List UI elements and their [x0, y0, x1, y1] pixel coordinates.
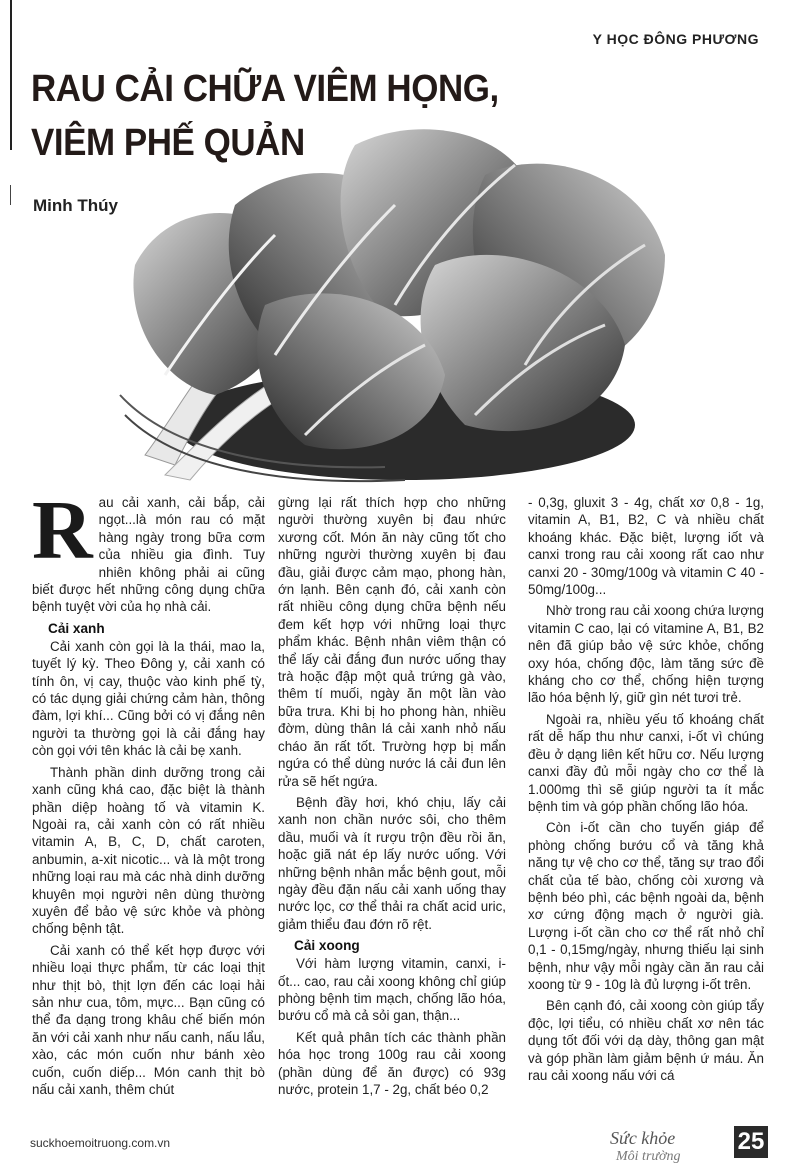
- paragraph: Nhờ trong rau cải xoong chứa lượng vitamin C cao, lại có vitamine A, B1, B2 nên đã giúp bảo vệ sức khỏe, chống oxy hóa, chống độc, làm tăng sức đề kháng cho cơ thể, chống hiện tượng lão hóa bệnh lý, giữ gìn nét tươi trẻ.: [528, 603, 764, 706]
- article-title: [31, 62, 546, 170]
- paragraph: Thành phần dinh dưỡng trong cải xanh cũng khá cao, đặc biệt là thành phần diệp hoàng tố và vitamin K. Ngoài ra, cải xanh còn có rất nhiều vitamin A, B, C, D, chất caroten, anbumin, a-xit nicotic... và là một trong những loại rau mà các nhà dinh dưỡng khuyên mọi người nên dùng thường xuyên để bảo vệ sức khỏe và phòng chống bệnh tật.: [32, 764, 265, 937]
- author-byline: Minh Thúy: [33, 196, 118, 215]
- subheading-cai-xoong: Cải xoong: [294, 938, 360, 954]
- text-column-2: [278, 494, 506, 1102]
- paragraph: Cải xanh có thể kết hợp được với nhiều loại thực phẩm, từ các loại thịt như thịt bò, thịt lợn đến các loại hải sản như cua, tôm, mực... Bạn cũng có thể đa dạng trong khâu chế biến món ăn với cải xanh như nấu canh, nấu lẩu, xào, các món cuốn như bánh xèo cuốn, cuốn diếp... Món canh thịt bò nấu cải xanh, thêm chút: [32, 942, 265, 1097]
- logo-text-bottom: Môi trường: [616, 1149, 681, 1164]
- title-line-2: VIÊM PHẾ QUẢN: [31, 122, 305, 164]
- title-line-1: RAU CẢI CHỮA VIÊM HỌNG,: [31, 68, 499, 110]
- subheading-cai-xanh: Cải xanh: [48, 620, 105, 636]
- intro-paragraph: [32, 484, 265, 616]
- paragraph: - 0,3g, gluxit 3 - 4g, chất xơ 0,8 - 1g, vitamin A, B1, B2, C và nhiều chất khoáng khác. Đặc biệt, lượng iốt và canxi trong rau cải xoong rất cao như canxi 20 - 30mg/100g và vitamin C 40 - 50mg/100g...: [528, 495, 764, 598]
- logo-text-top: Sức khỏe: [610, 1128, 676, 1148]
- paragraph: Với hàm lượng vitamin, canxi, i-ốt... cao, rau cải xoong không chỉ giúp phòng bệnh tim mạch, chống lão hóa, bướu cổ mà cả sỏi gan, thận...: [278, 956, 506, 1024]
- bok-choy-photo: [105, 115, 685, 485]
- margin-rule: [10, 0, 12, 150]
- paragraph: Bên cạnh đó, cải xoong còn giúp tẩy độc, lợi tiểu, có nhiều chất xơ nên tác dụng tốt đối với dạ dày, thông gan mật và góp phần làm giảm bệnh ứ máu. Ăn rau cải xoong nấu với cá: [528, 998, 764, 1083]
- footer-website: suckhoemoitruong.com.vn: [30, 1136, 171, 1150]
- drop-cap: R: [32, 484, 93, 577]
- paragraph: Cải xanh còn gọi là la thái, mao la, tuyết lý kỳ. Theo Đông y, cải xanh có tính ôn, vị cay, thuộc vào kinh phế tỳ, có tác dụng giải chứng cảm hàn, thông đàm, lợi khí... Cũng bởi có vị đắng nên người ta thường gọi là cải đắng hay còn gọi với tên khác là cải bẹ xanh.: [32, 638, 265, 759]
- page-number: 25: [734, 1126, 768, 1158]
- paragraph: gừng lại rất thích hợp cho những người thường xuyên bị đau nhức xương cốt. Món ăn này cũng tốt cho những người thường xuyên bị đau đầu, giải được cảm mạo, phong hàn, ớn lạnh. Bên cạnh đó, cải xanh còn rất nhiều công dụng chữa bệnh nếu đem kết hợp với những loại thực phẩm khác. Bệnh nhân viêm thận có thể lấy cải đắng đun nước uống thay trà hoặc đập một quả trứng gà vào, thêm tí muối, ngày ăn một lần vào bữa trưa. Khi bị ho phong hàn, nhiều đờm, dùng thân lá cải xanh nhỏ nấu cháo ăn rất tốt. Trường hợp bị mẩn ngứa có thể dùng nước lá cải đun lên rửa sẽ hết ngứa.: [278, 495, 506, 789]
- paragraph: Còn i-ốt cần cho tuyến giáp để phòng chống bướu cổ và tăng khả năng tự vệ cho cơ thể, tăng sự trao đổi chất của tế bào, chống còi xương và bệnh béo phì, các bệnh ngoài da, bệnh xơ cứng động mạch ở người già. Lượng i-ốt cần cho cơ thể rất nhỏ chỉ 0,1 - 0,15mg/ngày, nhưng thiếu lại sinh bệnh, như vậy mỗi ngày cần ăn rau cải xoong từ 9 - 10g là đủ lượng i-ốt trên.: [528, 820, 764, 992]
- text-column-1: [32, 484, 265, 1102]
- text-column-3: [528, 494, 764, 1088]
- intro-text: au cải xanh, cải bắp, cải ngọt...là món rau có mặt hàng ngày trong bữa cơm của nhiều gia đình. Tuy nhiên không phải ai cũng biết được hết những công dụng chữa bệnh tuyệt vời của họ nhà cải.: [32, 495, 265, 615]
- paragraph: Kết quả phân tích các thành phần hóa học trong 100g rau cải xoong (phần dùng để ăn được) có 93g nước, protein 1,7 - 2g, chất béo 0,2: [278, 1029, 506, 1097]
- paragraph: Bệnh đầy hơi, khó chịu, lấy cải xanh non chần nước sôi, cho thêm dầu, muối và ít rượu trộn đều rồi ăn, hoặc giã nát ép lấy nước uống. Với những bệnh nhân mắc bệnh gout, mỗi ngày đều đặn nấu cải xanh uống thay nước lọc, cơ thể thải ra chất acid uric, giảm thiểu đau đớn rõ rệt.: [278, 794, 506, 932]
- margin-rule-small: [10, 185, 11, 205]
- paragraph: Ngoài ra, nhiều yếu tố khoáng chất rất dễ hấp thu như canxi, i-ốt vì chúng đều ở dạng liên kết hữu cơ. Nếu lượng canxi đầy đủ mỗi ngày cho cơ thể là 1.000mg thì sẽ giúp người ta ít mắc bệnh tim và góp phần chống lão hóa.: [528, 711, 764, 814]
- section-label: Y HỌC ĐÔNG PHƯƠNG: [592, 31, 759, 47]
- magazine-logo: [608, 1124, 734, 1164]
